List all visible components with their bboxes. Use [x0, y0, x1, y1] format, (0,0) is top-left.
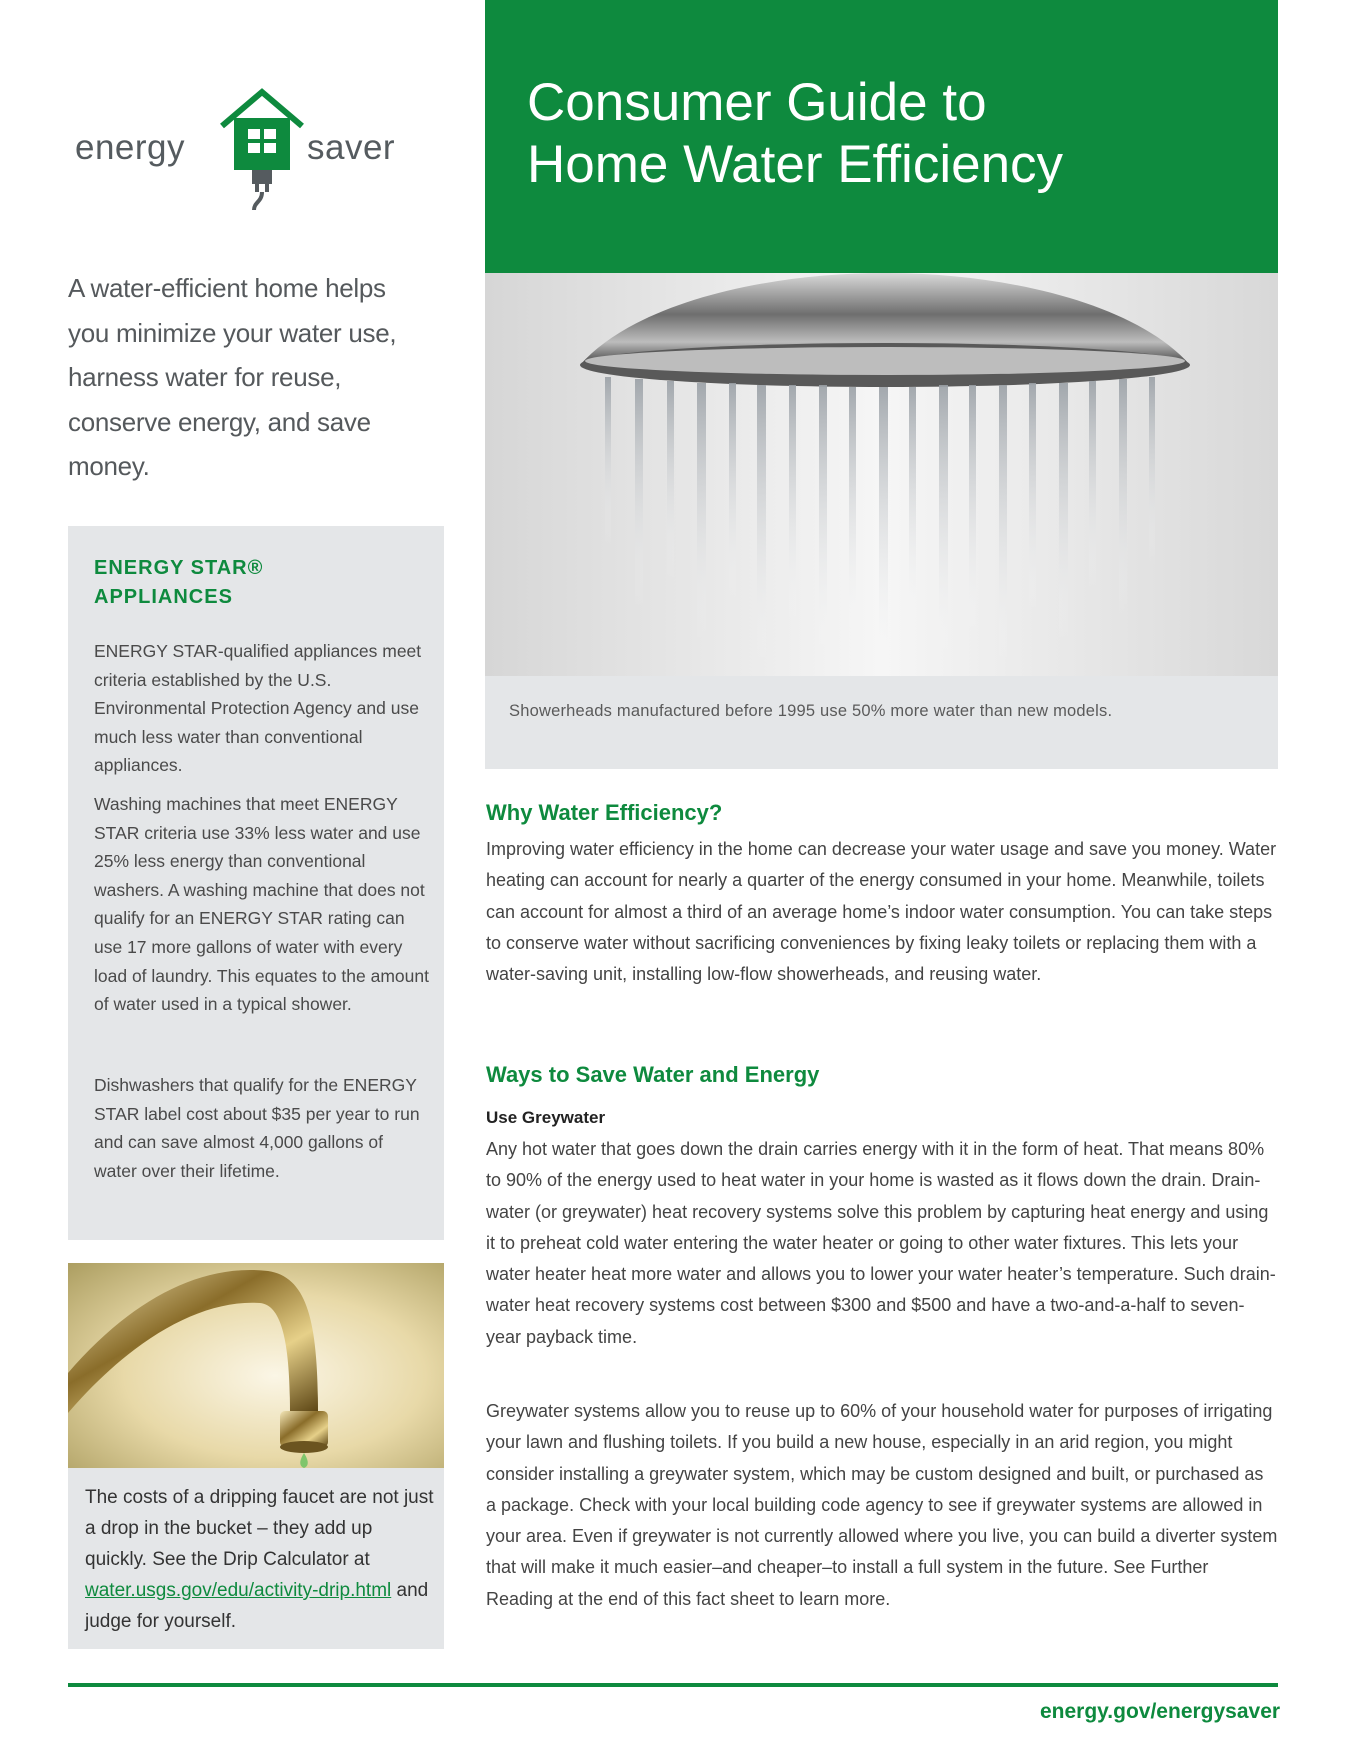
- energy-star-paragraph: Dishwashers that qualify for the ENERGY STAR label cost about $35 per year to run and can save almost 4,000 gallons of water over their lifetime.: [94, 1075, 420, 1181]
- showerhead-caption: Showerheads manufactured before 1995 use 50% more water than new models.: [509, 702, 1113, 720]
- greywater-paragraph: Greywater systems allow you to reuse up to 60% of your household water for purposes of irrigating your lawn and flushing toilets. If you build a new house, especially in an arid region, you might consider installing a greywater system, which may be custom designed and built, or purchased as a package. Check with your local building code agency to see if greywater systems are allowed in your area. Even if greywater is not currently allowed where you live, you can build a diverter system that will make it much easier–and cheaper–to install a full system in the future. See Further Reading at the end of this fact sheet to learn more.: [486, 1401, 1278, 1609]
- faucet-sidebar: [68, 1263, 444, 1649]
- showerhead-illustration: [485, 273, 1278, 676]
- drip-calculator-link[interactable]: water.usgs.gov/edu/activity-drip.html: [85, 1580, 392, 1601]
- energy-star-heading: [94, 554, 263, 612]
- use-greywater-subheading: Use Greywater: [486, 1108, 606, 1127]
- logo-word-energy: energy: [75, 128, 186, 167]
- ways-to-save-heading: Ways to Save Water and Energy: [486, 1062, 820, 1087]
- page-title-line2: Home Water Efficiency: [527, 135, 1064, 194]
- house-plug-icon: [218, 86, 306, 214]
- energy-star-heading-line1: ENERGY STAR®: [94, 557, 264, 579]
- showerhead-caption-band: [485, 676, 1278, 769]
- page-title-line1: Consumer Guide to: [527, 73, 987, 132]
- energy-saver-logo: [75, 86, 425, 216]
- faucet-caption-text-end: and judge for yourself.: [85, 1580, 429, 1632]
- showerhead-photo: [485, 273, 1278, 676]
- logo-word-saver: saver: [307, 128, 396, 167]
- why-water-efficiency-heading: Why Water Efficiency?: [486, 800, 723, 825]
- energy-star-paragraph: Washing machines that meet ENERGY STAR criteria use 33% less water and use 25% less energy than conventional washers. A washing machine that does not qualify for an ENERGY STAR rating can use 17 more gallons of water with every load of laundry. This equates to the amount of water used in a typical shower.: [94, 794, 429, 1015]
- energy-star-heading-line2: APPLIANCES: [94, 586, 233, 608]
- faucet-caption-text: The costs of a dripping faucet are not just a drop in the bucket – they add up quickly. See the Drip Calculator at: [85, 1487, 434, 1570]
- faucet-caption: [85, 1482, 435, 1637]
- greywater-paragraph: Any hot water that goes down the drain carries energy with it in the form of heat. That means 80% to 90% of the energy used to heat water in your home is wasted as it flows down the drain. Drain-water (or greywater) heat recovery systems solve this problem by capturing heat energy and using it to preheat cold water entering the water heater or going to other water fixtures. This lets your water heater heat more water and allows you to lower your water heater’s temperature. Such drain-water heat recovery systems cost between $300 and $500 and have a two-and-a-half to seven-year payback time.: [486, 1139, 1276, 1347]
- footer-divider: [68, 1683, 1278, 1687]
- why-water-efficiency-body: Improving water efficiency in the home can decrease your water usage and save you money. Water heating can account for nearly a quarter of the energy consumed in your home. Meanwhile, toilets can account for almost a third of an average home’s indoor water consumption. You can take steps to conserve water without sacrificing conveniences by fixing leaky toilets or replacing them with a water-saving unit, installing low-flow showerheads, and reusing water.: [486, 839, 1277, 985]
- energy-star-paragraph: ENERGY STAR-qualified appliances meet criteria established by the U.S. Environmental Protection Agency and use much less water than conventional appliances.: [94, 641, 422, 776]
- footer-url[interactable]: energy.gov/energysaver: [1040, 1700, 1281, 1723]
- dripping-faucet-photo: [68, 1263, 444, 1468]
- intro-text: A water-efficient home helps you minimize your water use, harness water for reuse, conserve energy, and save money.: [68, 273, 397, 481]
- energy-star-sidebar: [68, 526, 444, 1240]
- title-band: [485, 0, 1278, 273]
- page-title: [527, 72, 1267, 196]
